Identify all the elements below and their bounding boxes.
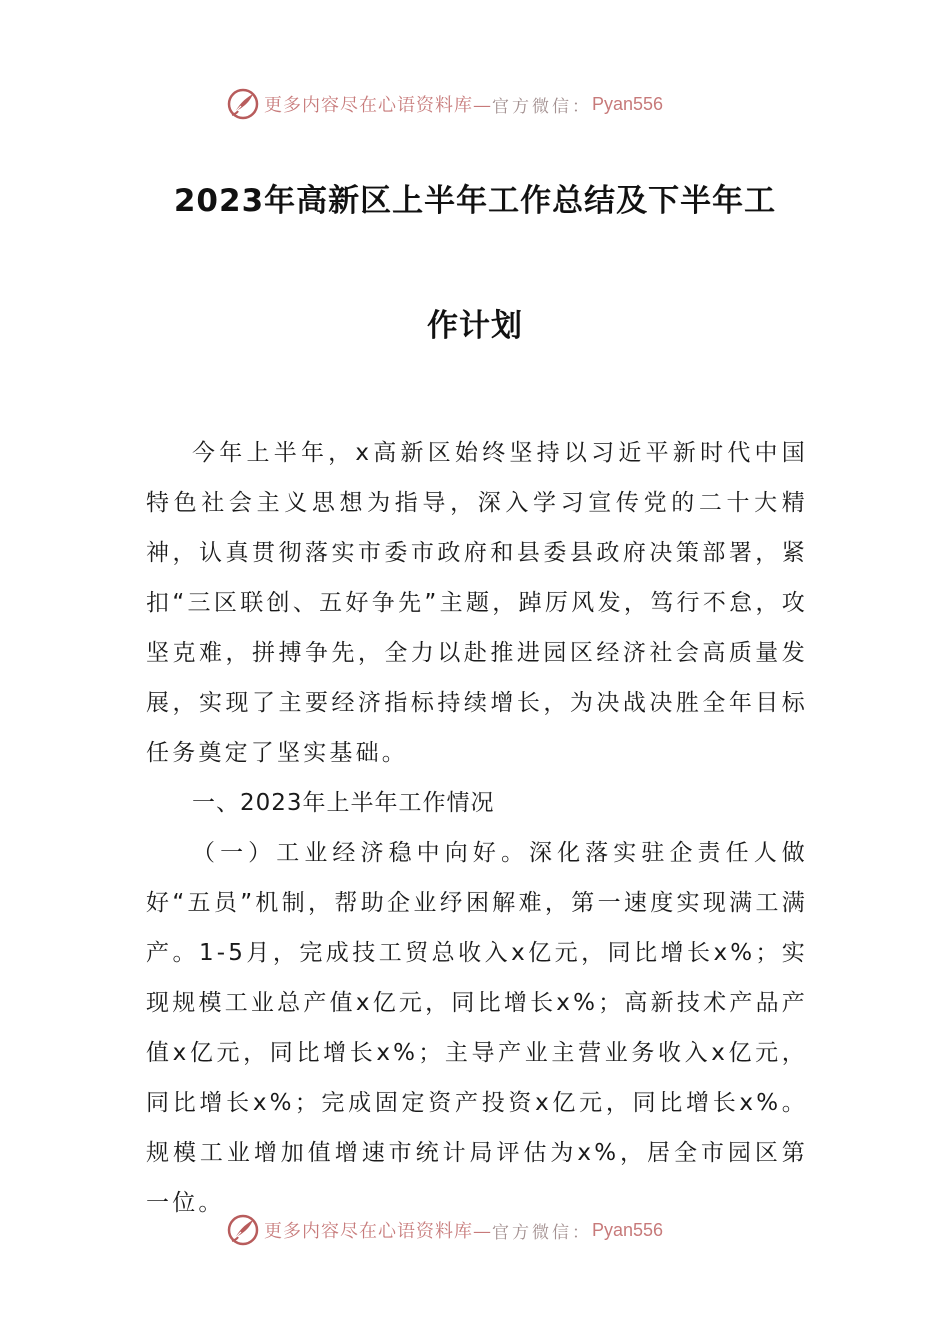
intro-paragraph: 今年上半年，x高新区始终坚持以习近平新时代中国特色社会主义思想为指导，深入学习宣传党的二十大精神，认真贯彻落实市委市政府和县委县政府决策部署，紧扣“三区联创、五好争先”主题，踔厉风发，笃行不怠，攻坚克难，拼搏争先，全力以赴推进园区经济社会高质量发展，实现了主要经济指标持续增长，为决战决胜全年目标任务奠定了坚实基础。	[146, 440, 808, 766]
watermark-header	[226, 84, 663, 124]
watermark-text: 更多内容尽在心语资料库—	[264, 1221, 492, 1242]
watermark-text: 更多内容尽在心语资料库—	[264, 95, 492, 116]
industrial-economy-paragraph: （一）工业经济稳中向好。深化落实驻企责任人做好“五员”机制，帮助企业纾困解难，第一速度实现满工满产。1-5月，完成技工贸总收入x亿元，同比增长x%；实现规模工业总产值x亿元，同比增长x%；高新技术产品产值x亿元，同比增长x%；主导产业主营业务收入x亿元，同比增长x%；完成固定资产投资x亿元，同比增长x%。规模工业增加值增速市统计局评估为x%，居全市园区第一位。	[146, 840, 808, 1216]
watermark-footer	[226, 1210, 663, 1250]
watermark-wechat-label: 官方微信：	[492, 96, 592, 117]
quill-logo-icon	[226, 87, 260, 121]
section-heading: 一、2023年上半年工作情况	[192, 790, 495, 816]
watermark-wechat-id: Pyan556	[592, 1219, 664, 1240]
document-title-line-2: 作计划	[427, 308, 523, 344]
watermark-wechat-label: 官方微信：	[492, 1222, 592, 1243]
document-body	[146, 428, 808, 1228]
document-title-line-1: 2023年高新区上半年工作总结及下半年工	[173, 183, 777, 219]
quill-logo-icon	[226, 1213, 260, 1247]
watermark-wechat-id: Pyan556	[592, 93, 664, 114]
